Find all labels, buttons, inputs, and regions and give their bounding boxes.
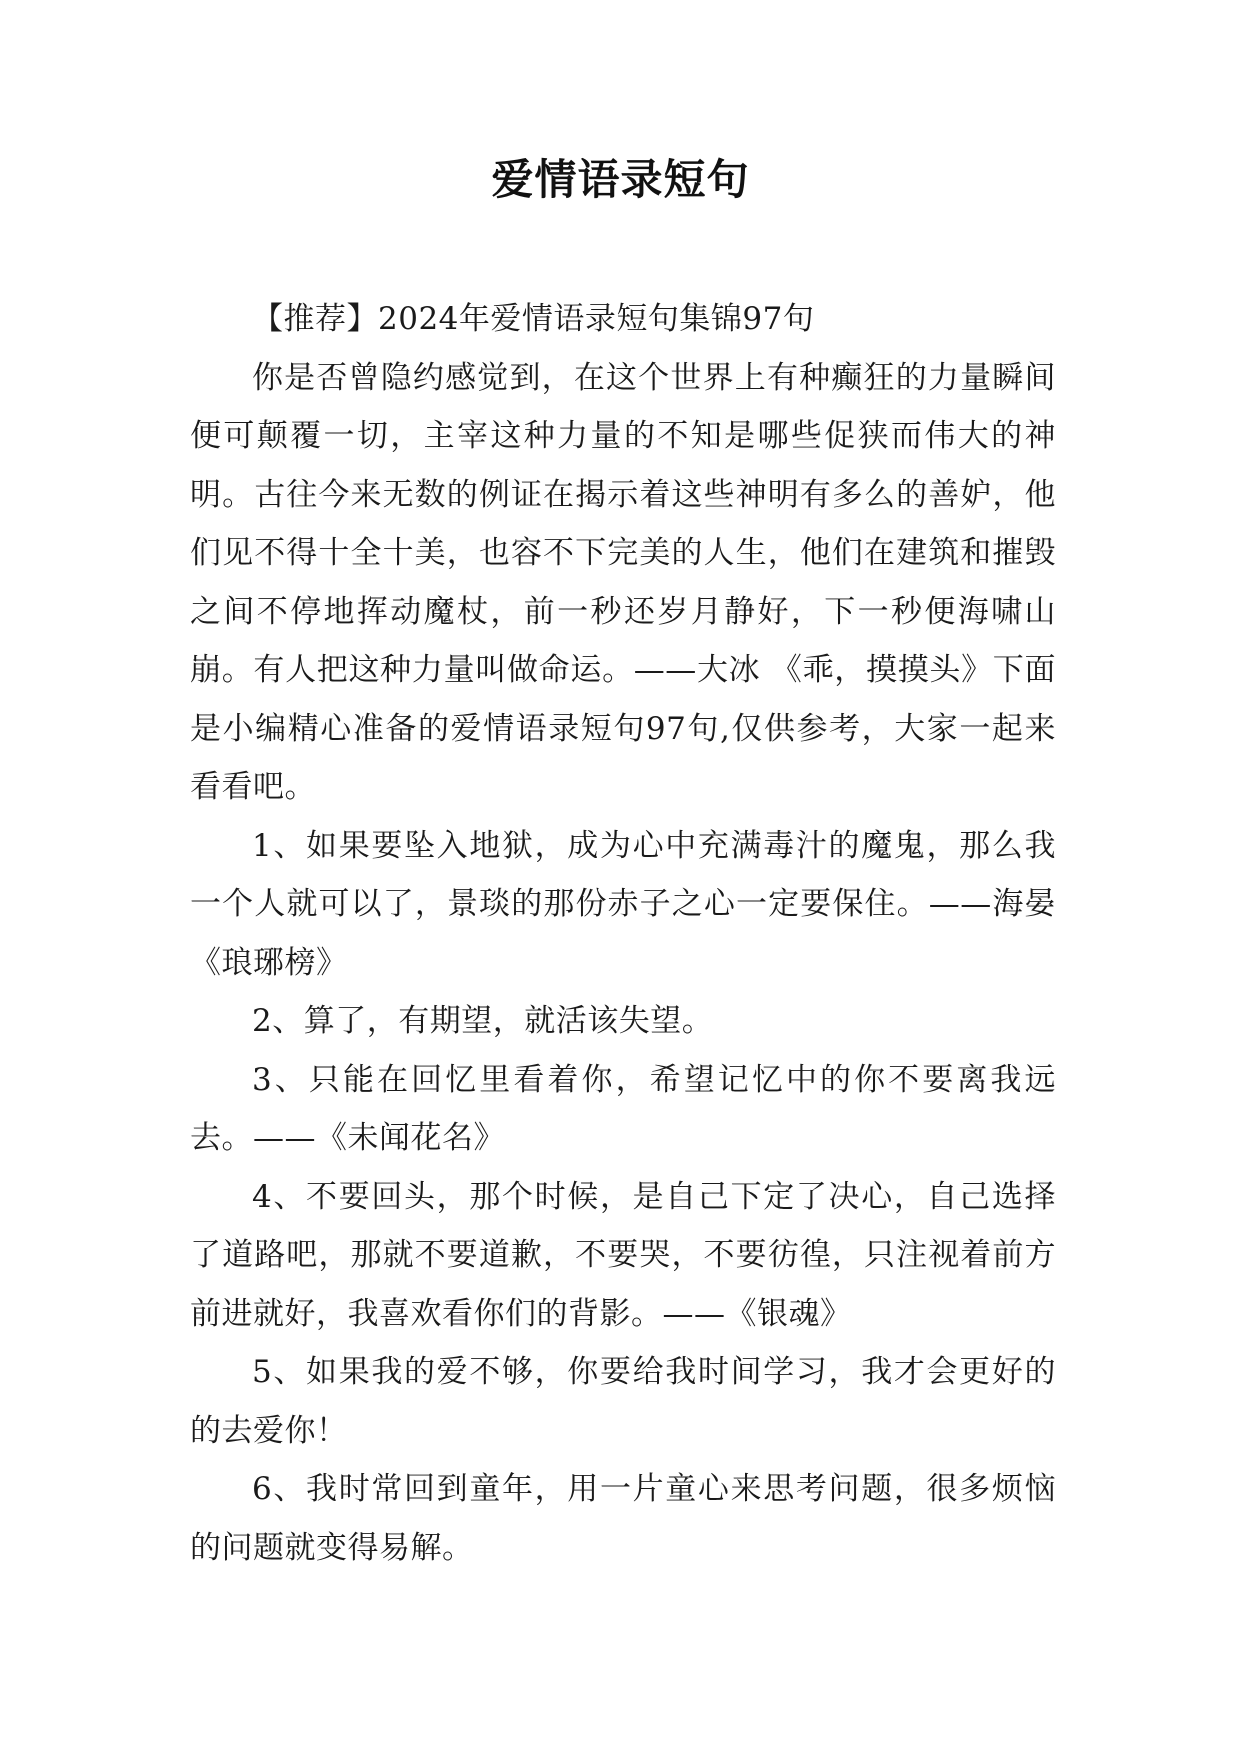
intro-paragraph: 你是否曾隐约感觉到，在这个世界上有种癫狂的力量瞬间便可颠覆一切，主宰这种力量的不知是哪些促狭而伟大的神明。古往今来无数的例证在揭示着这些神明有多么的善妒，他们见不得十全十美，也容不下完美的人生，他们在建筑和摧毁之间不停地挥动魔杖，前一秒还岁月静好，下一秒便海啸山崩。有人把这种力量叫做命运。——大冰 《乖，摸摸头》下面是小编精心准备的爱情语录短句97句,仅供参考，大家一起来看看吧。 [190,359,1056,805]
document-body [190,290,1056,1577]
quote-item: 1、如果要坠入地狱，成为心中充满毒汁的魔鬼，那么我一个人就可以了，景琰的那份赤子之心一定要保住。——海晏《琅琊榜》 [190,827,1056,981]
quote-item: 2、算了，有期望，就活该失望。 [252,1003,714,1039]
quote-item: 5、如果我的爱不够，你要给我时间学习，我才会更好的的去爱你！ [190,1354,1056,1449]
quote-item: 3、只能在回忆里看着你，希望记忆中的你不要离我远去。——《未闻花名》 [190,1061,1056,1156]
quote-item: 6、我时常回到童年，用一片童心来思考问题，很多烦恼的问题就变得易解。 [190,1471,1056,1566]
quote-item: 4、不要回头，那个时候，是自己下定了决心，自己选择了道路吧，那就不要道歉，不要哭，不要彷徨，只注视着前方前进就好，我喜欢看你们的背影。——《银魂》 [190,1178,1056,1332]
document-title: 爱情语录短句 [491,155,750,204]
recommend-heading: 【推荐】2024年爱情语录短句集锦97句 [252,301,815,337]
